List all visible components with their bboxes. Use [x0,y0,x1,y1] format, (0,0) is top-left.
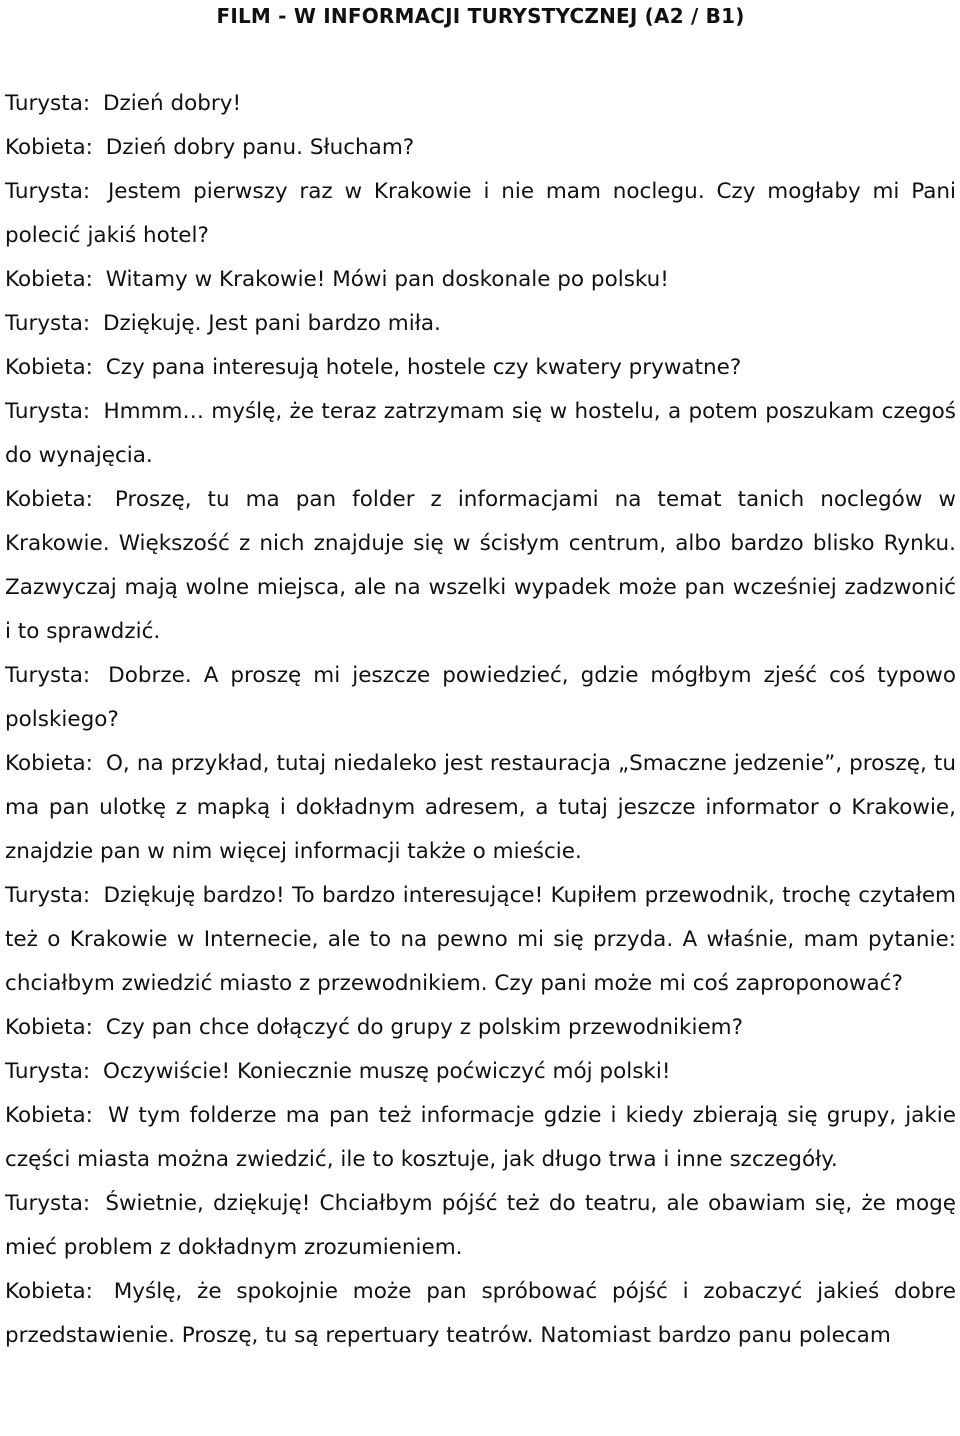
speaker-label: Turysta: [5,1059,91,1084]
dialogue-line [5,258,956,302]
utterance-text: Świetnie, dziękuję! Chciałbym pójść też do teatru, ale obawiam się, że mogę mieć problem z dokładnym zrozumieniem. [5,1191,956,1260]
utterance-text: Oczywiście! Koniecznie muszę poćwiczyć mój polski! [102,1059,671,1084]
dialogue-line [5,1050,956,1094]
speaker-label: Kobieta: [5,487,93,512]
speaker-label: Turysta: [5,399,91,424]
dialogue-line [5,654,956,742]
speaker-label: Kobieta: [5,355,93,380]
speaker-label: Turysta: [5,883,91,908]
dialogue-line [5,1270,956,1358]
utterance-text: Dobrze. A proszę mi jeszcze powiedzieć, gdzie mógłbym zjeść coś typowo polskiego? [5,663,956,732]
dialogue-line [5,170,956,258]
dialogue-line [5,1006,956,1050]
dialogue-line [5,82,956,126]
utterance-text: W tym folderze ma pan też informacje gdzie i kiedy zbierają się grupy, jakie części miasta można zwiedzić, ile to kosztuje, jak długo trwa i inne szczegóły. [5,1103,957,1172]
dialogue-line [5,1094,956,1182]
speaker-label: Turysta: [5,311,91,336]
speaker-label: Kobieta: [5,1279,93,1304]
utterance-text: Czy pan chce dołączyć do grupy z polskim przewodnikiem? [105,1015,744,1040]
speaker-label: Turysta: [5,179,91,204]
speaker-label: Kobieta: [5,135,93,160]
speaker-label: Kobieta: [5,1015,93,1040]
speaker-label: Kobieta: [5,751,93,776]
utterance-text: Dziękuję bardzo! To bardzo interesujące! Kupiłem przewodnik, trochę czytałem też o Krakowie w Internecie, ale to na pewno mi się przyda. A właśnie, mam pytanie: chciałbym zwiedzić miasto z przewodnikiem. Czy pani może mi coś zaproponować? [5,883,956,996]
speaker-label: Turysta: [5,663,91,688]
speaker-label: Turysta: [5,1191,91,1216]
dialogue-line [5,1182,956,1270]
document-title: FILM - W INFORMACJI TURYSTYCZNEJ (A2 / B1) [216,4,745,28]
utterance-text: Myślę, że spokojnie może pan spróbować pójść i zobaczyć jakieś dobre przedstawienie. Proszę, tu są repertuary teatrów. Natomiast bardzo panu polecam [5,1279,956,1348]
dialogue-line [5,478,956,654]
utterance-text: Jestem pierwszy raz w Krakowie i nie mam noclegu. Czy mogłaby mi Pani polecić jakiś hotel? [5,179,956,248]
speaker-label: Kobieta: [5,267,93,292]
dialogue-line [5,742,956,874]
utterance-text: Witamy w Krakowie! Mówi pan doskonale po polsku! [105,267,669,292]
utterance-text: O, na przykład, tutaj niedaleko jest restauracja „Smaczne jedzenie”, proszę, tu ma pan ulotkę z mapką i dokładnym adresem, a tutaj jeszcze informator o Krakowie, znajdzie pan w nim więcej informacji także o mieście. [5,751,956,864]
dialogue-line [5,874,956,1006]
dialogue-line [5,302,956,346]
dialogue-line [5,390,956,478]
utterance-text: Dziękuję. Jest pani bardzo miła. [102,311,441,336]
utterance-text: Proszę, tu ma pan folder z informacjami na temat tanich noclegów w Krakowie. Większość z nich znajduje się w ścisłym centrum, albo bardzo blisko Rynku. Zazwyczaj mają wolne miejsca, ale na wszelki wypadek może pan wcześniej zadzwonić i to sprawdzić. [5,487,956,644]
speaker-label: Kobieta: [5,1103,93,1128]
utterance-text: Hmmm… myślę, że teraz zatrzymam się w hostelu, a potem poszukam czegoś do wynajęcia. [5,399,956,468]
dialogue-list [5,82,956,1358]
dialogue-line [5,346,956,390]
speaker-label: Turysta: [5,91,91,116]
utterance-text: Dzień dobry! [102,91,242,116]
utterance-text: Czy pana interesują hotele, hostele czy kwatery prywatne? [105,355,742,380]
utterance-text: Dzień dobry panu. Słucham? [105,135,415,160]
dialogue-line [5,126,956,170]
